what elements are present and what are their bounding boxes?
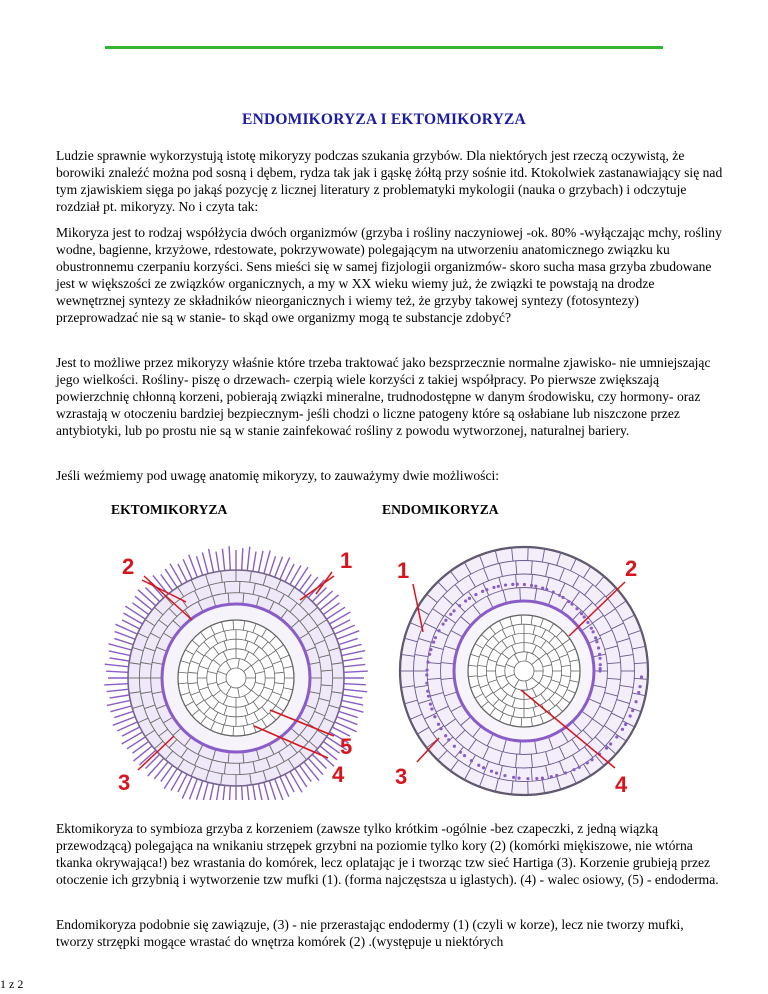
hypha-dot (517, 776, 520, 779)
hypha-dot (464, 599, 467, 602)
hypha (269, 556, 276, 577)
hypha (340, 700, 363, 705)
paragraph-benefits: Jest to możliwe przez mikoryzy właśnie które trzeba traktować jako bezsprzecznie normalne zjawisko- nie umniejszając jego wielkości. Rośliny- piszę o drzewach- czerpią wiele korzyści z takiej współpracy. Po pierwsze zwiększają powierzchnię chłonną korzeni, pobierają związki mineralne, trudnodostępne w danym środowisku, czy hormony- oraz wzrastają w otoczeniu bardziej bezpiecznym- jeśli chodzi o liczne patogeny które są osłabiane lub niszczone przez antybiotyki, lub po prostu nie są w stanie zainfekować rośliny z powodu wytworzonej, naturalnej bariery. (56, 355, 711, 438)
hypha-dot (541, 586, 544, 589)
hypha-dot (430, 707, 433, 710)
hypha-dot (541, 776, 544, 779)
hypha (322, 603, 340, 616)
hypha-dot (575, 607, 578, 610)
hypha-dot (444, 734, 447, 737)
hypha (123, 613, 144, 625)
hypha-dot (578, 766, 581, 769)
hypha (303, 760, 319, 780)
hypha (164, 767, 178, 789)
hypha (337, 638, 358, 645)
hypha-dot (564, 771, 567, 774)
hypha-dot (432, 641, 435, 644)
hypha-dot (523, 583, 526, 586)
hypha (108, 644, 133, 651)
hypha (109, 651, 132, 656)
hypha-dot (534, 585, 537, 588)
hypha (342, 684, 366, 685)
hypha-dot (427, 695, 430, 698)
paragraph-definition: Mikoryza jest to rodzaj współżycia dwóch organizmów (grzyba i rośliny naczyniowej -ok. 80% -wyłączając mchy, rośliny wodne, bagienne, krzyżowe, rdestowate, pokrzywowate) polegającym na utworzeniu anatomicznego związku ku obustronnemu czerpaniu korzyści. Sens mieści się w samej fizjologii organizmów- skoro sucha masa grzyba zbudowane jest w większości ze związków organicznych, a my w XX wieku wiemy już, że związki te powstają na drodze wewnętrznej syntezy ze składników nieorganicznych i wiemy też, że grzyby takowej syntezy (fotosyntezy) przeprowadzać nie są w stanie- to skąd owe organizmy mogą te substancje zdobyć? (56, 225, 722, 325)
top-rule (105, 46, 663, 49)
hypha (325, 607, 345, 620)
hypha (104, 684, 130, 685)
hypha (338, 644, 361, 650)
hypha-dot (463, 754, 466, 757)
hypha-dot (481, 590, 484, 593)
figure-label-ektomikoryza: EKTOMIKORYZA (111, 502, 228, 517)
hypha (337, 711, 358, 718)
ekto-number-2: 2 (122, 554, 135, 579)
hypha-dot (492, 586, 495, 589)
hypha-dot (629, 714, 632, 717)
hypha (114, 638, 135, 645)
hypha (114, 711, 135, 718)
hypha (132, 740, 150, 753)
hypha-dot (437, 629, 440, 632)
hypha (209, 549, 214, 574)
hypha-dot (447, 738, 450, 741)
hypha-dot (512, 776, 515, 779)
hypha (341, 664, 365, 667)
ekto-number-5: 5 (340, 734, 353, 759)
hypha-dot (595, 640, 598, 643)
hypha-dot (442, 623, 445, 626)
hypha-dot (598, 657, 601, 660)
hypha-dot (598, 653, 601, 656)
hypha (202, 552, 208, 575)
hypha-dot (535, 777, 538, 780)
page-number: 1 z 2 (0, 977, 24, 991)
hypha-dot (586, 761, 589, 764)
hypha-dot (545, 588, 548, 591)
hypha (269, 779, 276, 800)
hypha-dot (428, 653, 431, 656)
hypha (110, 705, 133, 711)
hypha-dot (495, 772, 498, 775)
hypha (222, 549, 225, 573)
ekto-number-3: 3 (118, 770, 131, 795)
hypha (298, 574, 311, 592)
paragraph-ektomikoryza: Ektomikoryza to symbioza grzyba z korzeniem (zawsze tylko krótkim -ogólnie -bez czapeczki, z jedną wiązką przewodzącą) polegająca na wnikaniu strzępek grzybni na poziomie tylko kory (2) (komórki miękiszowe, nie wtórna tkanka okrywająca!) bez wrastania do komórek, lecz oplatając je i tworząc tzw sieć Hartiga (3). Korzenie grubieją przez otoczenie ich grzybnią i wytworzenie tzw mufki (1). (forma najczęstsza u iglastych). (4) - walec osiowy, (5) - endoderma. (56, 821, 719, 887)
hypha (247, 547, 250, 573)
hypha (315, 591, 333, 607)
hypha-dot (449, 613, 452, 616)
hypha-dot (433, 715, 436, 718)
hypha-dot (552, 591, 555, 594)
hypha (105, 664, 131, 667)
hypha-dot (511, 583, 514, 586)
hypha-dot (615, 735, 618, 738)
hypha (229, 546, 230, 572)
hypha-dot (516, 583, 519, 586)
hypha-dot (599, 663, 602, 666)
hypha-dot (477, 764, 480, 767)
hypha (294, 767, 307, 787)
hypha-dot (586, 621, 589, 624)
hypha (132, 603, 150, 616)
hypha-dot (434, 636, 437, 639)
figure-label-endomikoryza: ENDOMIKORYZA (382, 502, 499, 517)
hypha-dot (497, 585, 500, 588)
hypha-dot (490, 770, 493, 773)
hypha (322, 740, 340, 753)
hypha-dot (425, 681, 428, 684)
hypha (242, 548, 243, 572)
hypha (138, 590, 157, 607)
hypha-dot (485, 588, 488, 591)
hypha-dot (594, 636, 597, 639)
hypha (338, 705, 363, 712)
hypha-dot (621, 728, 624, 731)
paragraph-endomikoryza: Endomikoryza podobnie się zawiązuje, (3) - nie przerastając endodermy (1) (czyli w korze), lecz nie tworzy mufki, tworzy strzępki mogące wrastać do wnętrza komórek (2) .(występuje u niektórych (56, 917, 684, 949)
hypha-dot (470, 759, 473, 762)
hypha-dot (459, 751, 462, 754)
page-title: ENDOMIKORYZA I EKTOMIKORYZA (242, 111, 526, 128)
hypha-dot (444, 619, 447, 622)
hypha (139, 749, 157, 765)
hypha (263, 780, 269, 800)
hypha (209, 782, 214, 800)
hypha (171, 770, 183, 791)
hypha-dot (637, 691, 640, 694)
hypha (170, 564, 183, 587)
hypha (196, 556, 203, 577)
hypha (311, 753, 327, 769)
hypha-dot (453, 745, 456, 748)
hypha-dot (609, 742, 612, 745)
hypha (289, 770, 302, 793)
hypha-dot (558, 594, 561, 597)
hypha (307, 757, 323, 775)
hypha (341, 689, 367, 692)
hypha-dot (634, 700, 637, 703)
hypha-dot (474, 593, 477, 596)
hypha-dot (567, 600, 570, 603)
hypha-dot (580, 612, 583, 615)
hypha-dot (425, 668, 428, 671)
hypha-dot (468, 597, 471, 600)
hypha (125, 606, 147, 620)
hypha-dot (605, 747, 608, 750)
hypha (216, 552, 219, 574)
endo-number-1: 2 (625, 556, 638, 581)
endo-number-3: 3 (395, 764, 408, 789)
ekto-number-1: 1 (340, 548, 353, 573)
hypha (253, 552, 256, 574)
hypha-dot (555, 774, 558, 777)
hypha (154, 760, 169, 779)
hypha-dot (599, 667, 602, 670)
hypha-dot (597, 646, 600, 649)
hypha-dot (530, 584, 533, 587)
hypha-dot (425, 673, 428, 676)
hypha (148, 757, 165, 776)
hypha-dot (429, 648, 432, 651)
hypha-dot (590, 627, 593, 630)
hypha-dot (590, 758, 593, 761)
hypha (298, 764, 311, 782)
hypha-dot (426, 661, 429, 664)
hypha (165, 569, 178, 589)
hypha-dot (631, 709, 634, 712)
hypha (340, 651, 365, 656)
hypha-dot (550, 775, 553, 778)
hypha (135, 596, 154, 611)
hypha (122, 731, 145, 744)
hypha (328, 612, 351, 625)
hypha (127, 736, 147, 749)
hypha-dot (429, 703, 432, 706)
ektomikoryza-diagram (104, 540, 368, 800)
hypha-dot (504, 583, 507, 586)
hypha-dot (458, 604, 461, 607)
hypha-dot (561, 596, 564, 599)
ekto-number-4: 4 (332, 762, 345, 787)
hypha-dot (482, 766, 485, 769)
hypha-dot (452, 609, 455, 612)
hypha-dot (570, 603, 573, 606)
hypha-dot (439, 727, 442, 730)
hypha (294, 567, 308, 589)
hypha (106, 671, 130, 672)
hypha-dot (638, 685, 641, 688)
endo-number-2: 1 (397, 558, 410, 583)
hypha (258, 551, 263, 574)
hypha (107, 700, 132, 705)
hypha-dot (437, 723, 440, 726)
paragraph-intro: Ludzie sprawnie wykorzystują istotę mikoryzy podczas szukania grzybów. Dla niektórych jest rzeczą oczywistą, że borowiki znaleźć można pod sosną i dębem, rydza tak jak i gąskę żółtą przy sośnie itd. Ktokolwiek zastanawiający się nad tym zjawiskiem sięga po jakąś pozycję z licznej literatury z problematyki mykologii (nauka o grzybach) i odczytuje rozdział pt. mikoryzy. No i czyta tak: (56, 148, 723, 214)
hypha-dot (526, 777, 529, 780)
hypha (161, 764, 174, 782)
hypha (258, 782, 263, 800)
hypha-dot (572, 768, 575, 771)
hypha-dot (583, 615, 586, 618)
hypha-dot (592, 630, 595, 633)
hypha-dot (640, 675, 643, 678)
paragraph-anatomy: Jeśli weźmiemy pod uwagę anatomię mikoryzy, to zauważymy dwie możliwości: (56, 468, 500, 483)
hypha (107, 689, 131, 692)
hypha (318, 595, 338, 611)
hypha-dot (624, 723, 627, 726)
hypha (341, 695, 363, 698)
hypha (341, 658, 363, 661)
hypha-dot (426, 690, 429, 693)
endomikoryza-diagram (393, 540, 655, 802)
hypha (289, 565, 301, 586)
hypha (202, 780, 209, 800)
hypha (110, 658, 132, 661)
hypha-dot (503, 774, 506, 777)
hypha (110, 695, 132, 698)
hypha (342, 671, 368, 672)
hypha (196, 779, 203, 800)
hypha (263, 550, 270, 575)
endo-number-4: 4 (615, 772, 628, 797)
